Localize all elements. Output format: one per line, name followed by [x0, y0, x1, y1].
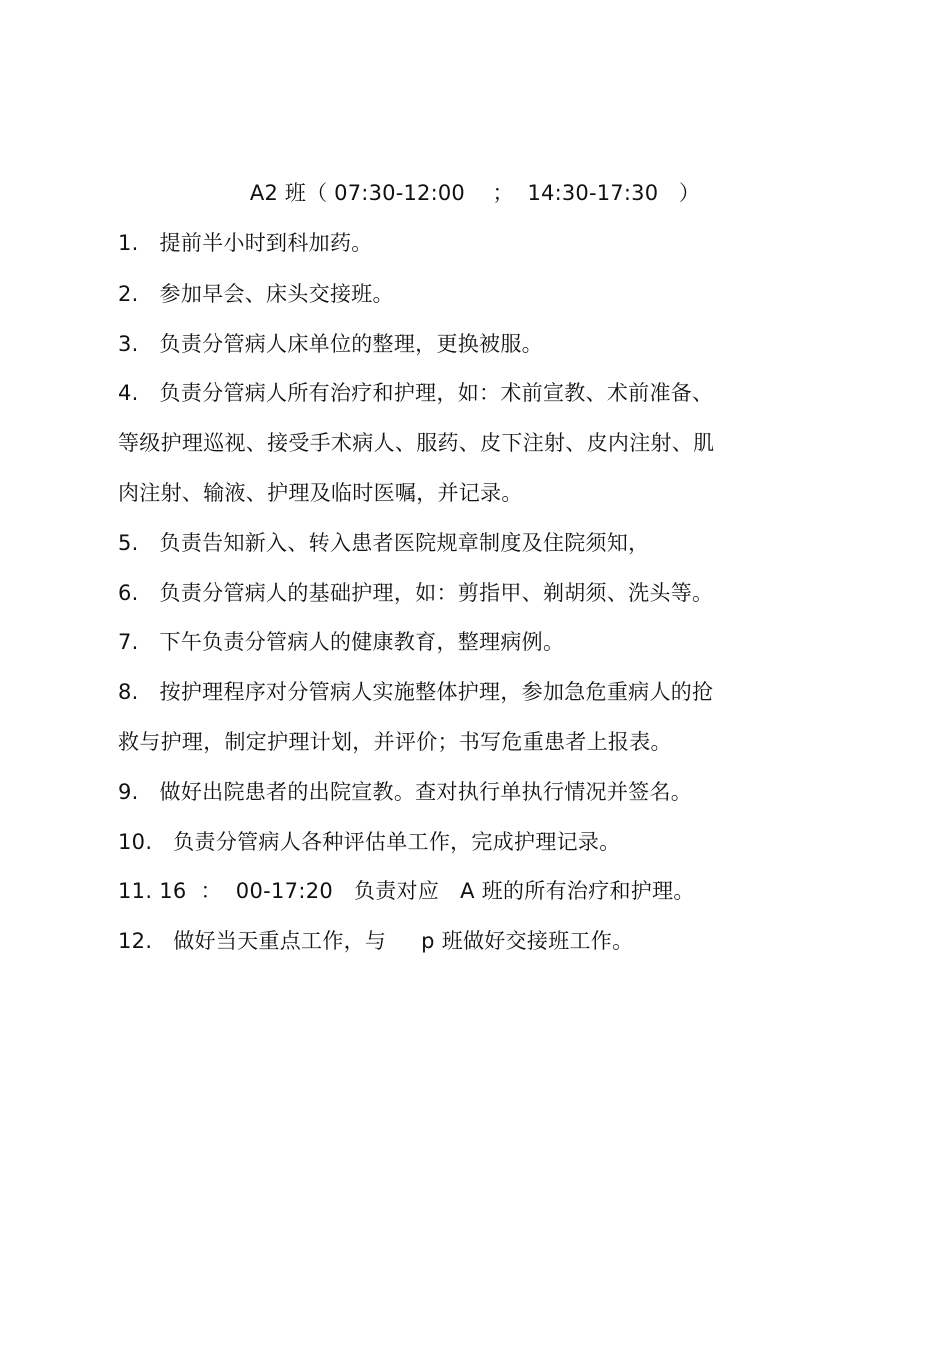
list-item-continuation: 等级护理巡视、接受手术病人、服药、皮下注射、皮内注射、肌	[118, 431, 715, 455]
list-item: 6. 负责分管病人的基础护理，如：剪指甲、剃胡须、洗头等。	[118, 581, 714, 605]
list-item: 7. 下午负责分管病人的健康教育，整理病例。	[118, 630, 565, 654]
list-item-continuation: 救与护理，制定护理计划，并评价；书写危重患者上报表。	[118, 730, 672, 754]
list-item: 9. 做好出院患者的出院宣教。查对执行单执行情况并签名。	[118, 780, 693, 804]
list-item-continuation: 肉注射、输液、护理及临时医嘱，并记录。	[118, 481, 523, 505]
document-title: A2 班（ 07:30-12:00 ； 14:30-17:30 ）	[249, 181, 701, 205]
list-item: 2. 参加早会、床头交接班。	[118, 282, 394, 306]
list-item: 8. 按护理程序对分管病人实施整体护理，参加急危重病人的抢	[118, 680, 714, 704]
list-item: 5. 负责告知新入、转入患者医院规章制度及住院须知，	[118, 531, 650, 555]
list-item: 10. 负责分管病人各种评估单工作，完成护理记录。	[118, 830, 621, 854]
list-item: 3. 负责分管病人床单位的整理，更换被服。	[118, 332, 543, 356]
list-item: 4. 负责分管病人所有治疗和护理，如：术前宣教、术前准备、	[118, 381, 714, 405]
list-item: 1. 提前半小时到科加药。	[118, 231, 373, 255]
list-item: 11. 16 ： 00-17:20 负责对应 A 班的所有治疗和护理。	[118, 879, 695, 903]
list-item: 12. 做好当天重点工作，与 p 班做好交接班工作。	[118, 929, 634, 953]
